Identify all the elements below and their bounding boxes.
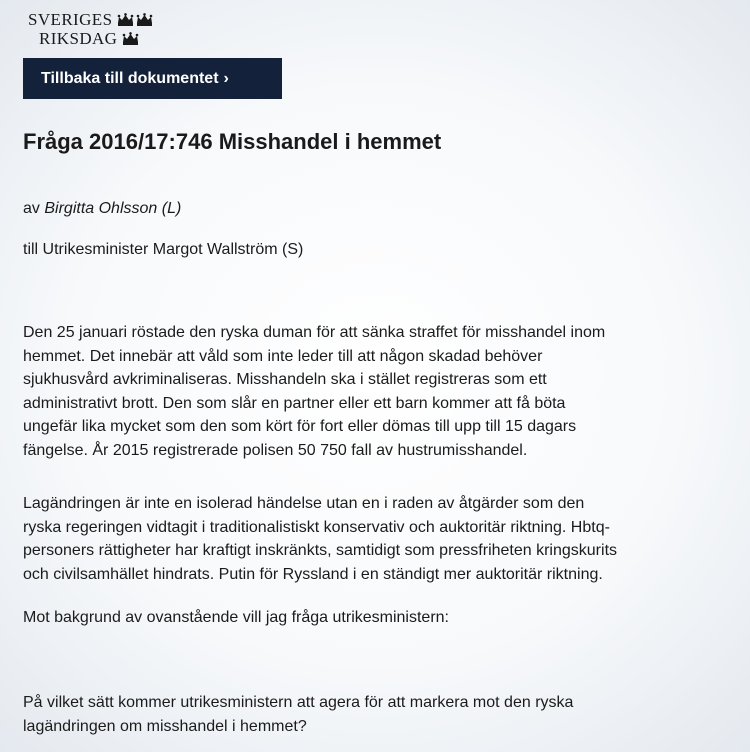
crown-icon [122,32,139,46]
paragraph-line: ungefär lika mycket som den som kört för fort eller dömas till upp till 15 dagars [23,418,577,435]
paragraph-line: sjukhusvård avkriminaliseras. Misshandeln ska i stället registreras som ett [23,371,547,388]
paragraph-question [23,691,573,738]
recipient: till Utrikesminister Margot Wallström (S) [23,241,304,258]
paragraph-line: och civilsamhället hindrats. Putin för Ryssland i en ständigt mer auktoritär riktning. [23,565,603,583]
back-to-document-button[interactable] [23,58,282,99]
riksdag-logo[interactable] [28,10,153,48]
paragraph-line: lagändringen om misshandel i hemmet? [23,717,307,735]
logo-row-bottom [28,29,153,48]
paragraph-background [23,321,605,462]
logo-crowns-top [117,13,153,27]
logo-text-sveriges: SVERIGES [28,10,113,29]
paragraph-line: personers rättigheter har kraftigt inskränkts, samtidigt som pressfriheten kringskurits [23,542,618,559]
paragraph-line: Lagändringen är inte en isolerad händelse utan en i raden av åtgärder som den [23,495,585,512]
crown-icon [136,13,153,27]
paragraph-lead-in [23,606,449,630]
paragraph-line: På vilket sätt kommer utrikesministern att agera för att markera mot den ryska [23,694,574,711]
paragraph-line: administrativt brott. Den som slår en partner eller ett barn kommer att få böta [23,394,566,412]
logo-text-riksdag: RIKSDAG [39,29,118,48]
paragraph-line: hemmet. Det innebär att våld som inte leder till att någon skadad behöver [23,347,543,365]
paragraph-line: ryska regeringen vidtagit i traditionalistiskt konservativ och auktoritär riktning. Hbtq- [23,518,610,536]
chevron-right-icon: › [223,70,229,87]
paragraph-line: fängelse. År 2015 registrerade polisen 50 750 fall av hustrumisshandel. [23,441,528,459]
byline-prefix: av [23,200,40,217]
logo-crowns-bottom [122,32,139,46]
paragraph-line: Den 25 januari röstade den ryska duman för att sänka straffet för misshandel inom [23,324,606,341]
logo-row-top [28,10,153,29]
crown-icon [117,13,134,27]
back-button-label: Tillbaka till dokumentet [41,70,219,87]
paragraph-line: Mot bakgrund av ovanstående vill jag fråga utrikesministern: [23,609,449,626]
page-title: Fråga 2016/17:746 Misshandel i hemmet [23,129,442,154]
author-name: Birgitta Ohlsson (L) [44,200,182,217]
byline [23,199,181,219]
paragraph-context [23,492,617,586]
